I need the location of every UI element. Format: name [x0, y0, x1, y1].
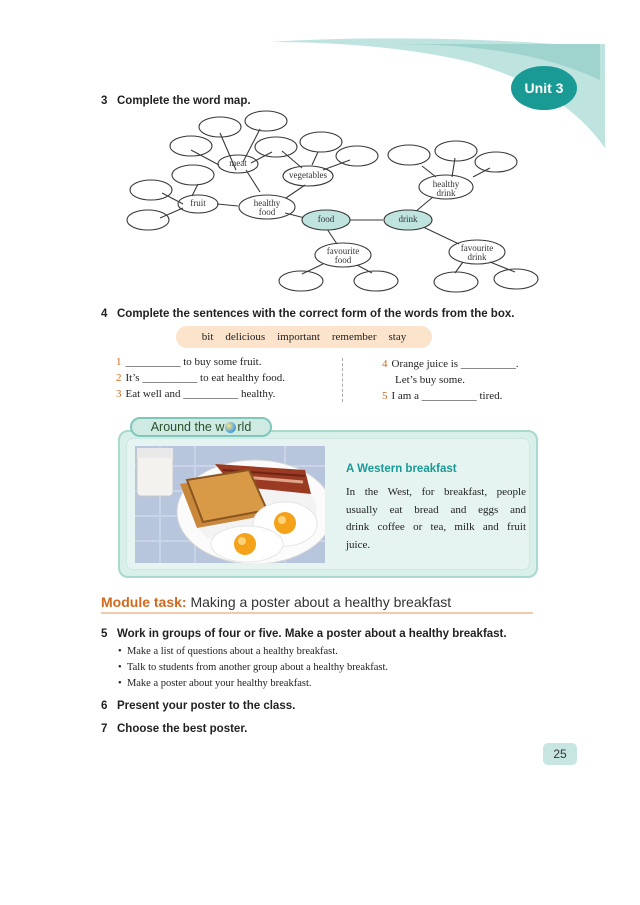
- breakfast-photo: [135, 446, 325, 563]
- bullet-icon: •: [118, 662, 127, 673]
- sentence-number: 2: [116, 372, 122, 384]
- label-line: healthy: [253, 198, 281, 208]
- tab-text-end: rld: [237, 420, 252, 434]
- sentence-text: Orange juice is __________.: [391, 358, 519, 370]
- bullet-item: [118, 644, 388, 660]
- exercise-instruction: Complete the sentences with the correct form of the words from the box.: [117, 308, 515, 320]
- bullet-text: Make a poster about your healthy breakfast.: [126, 678, 312, 689]
- exercise-number: 5: [101, 628, 108, 640]
- bullet-text: Talk to students from another group about a healthy breakfast.: [126, 662, 389, 673]
- word-map-favourite-food: [315, 247, 371, 265]
- exercise-instruction: Present your poster to the class.: [117, 700, 296, 712]
- bullet-item: [118, 660, 388, 676]
- sentence-number: 4: [382, 358, 388, 370]
- sentence-4: [382, 356, 519, 372]
- sentence-4-cont: Let’s buy some.: [395, 374, 465, 386]
- around-the-world-tab: [130, 417, 272, 437]
- exercise-instruction: Work in groups of four or five. Make a poster about a healthy breakfast.: [117, 628, 507, 640]
- word-box-item: important: [277, 331, 320, 343]
- world-text: [346, 484, 526, 554]
- sentence-1: [116, 354, 285, 370]
- world-text-line: In the West, for breakfast, people: [346, 486, 526, 498]
- sentence-text: __________ to buy some fruit.: [125, 356, 262, 368]
- exercise-instruction: Complete the word map.: [117, 95, 251, 107]
- exercise-4-heading: [101, 308, 514, 320]
- module-task-label: Module task:: [101, 594, 187, 610]
- word-map-favourite-drink: [449, 244, 505, 262]
- world-text-line: juice.: [346, 538, 371, 551]
- world-title: A Western breakfast: [346, 463, 457, 475]
- sentence-2: [116, 370, 285, 386]
- label-line: drink: [436, 188, 456, 198]
- unit-label: Unit 3: [524, 80, 564, 96]
- word-map-fruit: fruit: [190, 198, 206, 208]
- label-line: healthy: [432, 179, 460, 189]
- word-map-meat: meat: [229, 158, 247, 168]
- word-map-healthy-drink: [419, 180, 473, 198]
- exercise-7-heading: [101, 723, 247, 735]
- label-line: drink: [467, 252, 487, 262]
- sentences-right: [382, 356, 519, 404]
- word-map-drink: drink: [398, 214, 418, 224]
- exercise-number: 7: [101, 723, 108, 735]
- label-line: favourite: [460, 243, 494, 253]
- word-map-food: food: [317, 214, 335, 224]
- label-line: favourite: [326, 246, 360, 256]
- exercise-number: 4: [101, 308, 108, 320]
- sentences-left: [116, 354, 285, 402]
- word-map-vegetables: vegetables: [289, 170, 327, 180]
- bullet-text: Make a list of questions about a healthy breakfast.: [126, 646, 338, 657]
- sentence-number: 3: [116, 388, 122, 400]
- word-box-item: bit: [201, 331, 214, 343]
- world-text-line: usually eat bread and eggs and: [346, 503, 526, 516]
- module-task-heading: [101, 594, 533, 614]
- sentence-5: [382, 388, 519, 404]
- exercise-5-bullets: [118, 644, 388, 692]
- word-box-item: delicious: [225, 331, 266, 343]
- exercise-5-heading: [101, 628, 507, 640]
- page-number-text: 25: [553, 747, 567, 761]
- sentence-number: 1: [116, 356, 122, 368]
- bullet-item: [118, 676, 388, 692]
- sentence-text: It’s __________ to eat healthy food.: [125, 372, 285, 384]
- sentence-3: [116, 386, 285, 402]
- sentence-text: I am a __________ tired.: [391, 390, 503, 402]
- globe-icon: [225, 422, 236, 433]
- exercise-6-heading: [101, 700, 295, 712]
- word-box-item: remember: [331, 331, 377, 343]
- label-line: food: [258, 207, 276, 217]
- world-text-line: drink coffee or tea, milk and fruit: [346, 521, 526, 533]
- exercise-instruction: Choose the best poster.: [117, 723, 248, 735]
- tab-text-start: Around the w: [150, 420, 225, 434]
- sentence-number: 5: [382, 390, 388, 402]
- word-map-healthy-food: [239, 199, 295, 217]
- word-box: [176, 326, 432, 348]
- word-box-item: stay: [388, 331, 407, 343]
- sentence-divider: [342, 358, 343, 402]
- page-number: [543, 743, 577, 765]
- module-task-title: Making a poster about a healthy breakfast: [190, 594, 452, 610]
- exercise-number: 3: [101, 95, 108, 107]
- sentence-text: Eat well and __________ healthy.: [125, 388, 276, 400]
- bullet-icon: •: [118, 678, 127, 689]
- label-line: food: [334, 255, 352, 265]
- bullet-icon: •: [118, 646, 127, 657]
- exercise-number: 6: [101, 700, 108, 712]
